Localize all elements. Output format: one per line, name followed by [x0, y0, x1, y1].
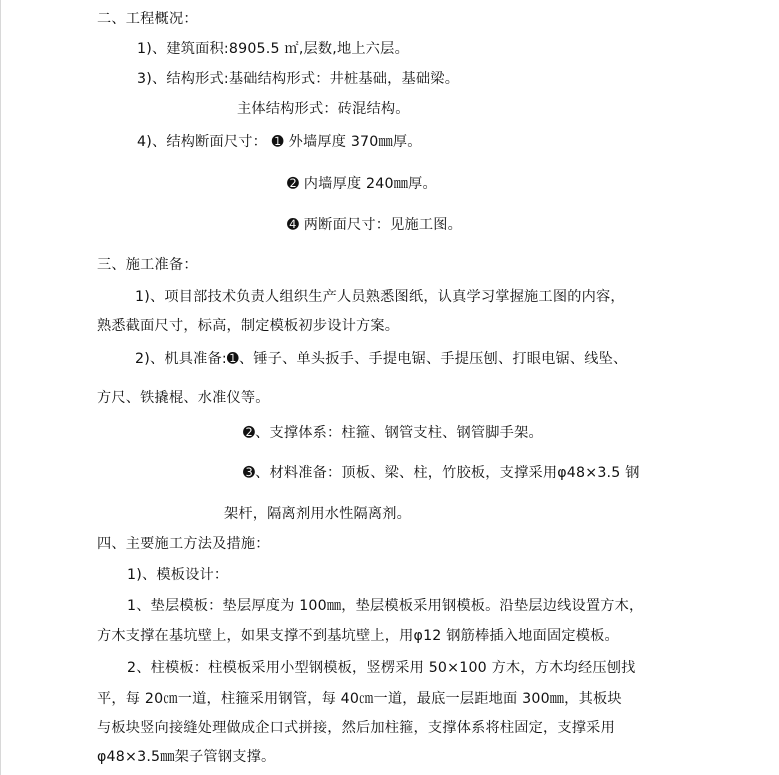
section-4-p2-line-3: 与板块竖向接缝处理做成企口式拼接，然后加柱箍，支撑体系将柱固定，支撑采用: [97, 720, 615, 736]
section-4-p1-line-1: 1、垫层模板：垫层厚度为 100㎜，垫层模板采用钢模板。沿垫层边线设置方木，: [127, 598, 644, 614]
section-2-item-3-sub: 主体结构形式：砖混结构。: [237, 101, 410, 117]
section-4-heading: 四、主要施工方法及措施：: [97, 536, 270, 552]
section-3-heading: 三、施工准备：: [97, 257, 198, 273]
section-4-p1-line-2: 方木支撑在基坑壁上，如果支撑不到基坑壁上，用φ12 钢筋棒插入地面固定模板。: [97, 628, 619, 644]
section-3-p2-sub-2: ➋、支撑体系：柱箍、钢管支柱、钢管脚手架。: [243, 425, 543, 441]
section-4-p2-line-4: φ48×3.5㎜架子管钢支撑。: [97, 749, 276, 765]
section-2-item-4-sub-2: ➋ 内墙厚度 240㎜厚。: [287, 176, 437, 192]
section-4-p2-line-1: 2、柱模板：柱模板采用小型钢模板，竖楞采用 50×100 方木，方木均经压刨找: [127, 660, 636, 676]
section-2-item-4: 4)、结构断面尺寸： ➊ 外墙厚度 370㎜厚。: [137, 134, 422, 150]
section-3-p1-line-1: 1)、项目部技术负责人组织生产人员熟悉图纸，认真学习掌握施工图的内容，: [135, 289, 625, 305]
section-3-p2-sub-3-line-2: 架杆，隔离剂用水性隔离剂。: [224, 506, 412, 522]
section-3-p2-line-1: 2)、机具准备:➊、锤子、单头扳手、手提电锯、手提压刨、打眼电锯、线坠、: [135, 351, 628, 367]
section-2-item-4-sub-3: ➍ 两断面尺寸：见施工图。: [287, 217, 463, 233]
section-2-item-3: 3)、结构形式:基础结构形式：井桩基础，基础梁。: [137, 71, 460, 87]
section-3-p1-line-2: 熟悉截面尺寸，标高，制定模板初步设计方案。: [97, 318, 400, 334]
section-4-item-1: 1)、模板设计：: [127, 567, 229, 583]
page-edge: [0, 0, 1, 775]
section-2-heading: 二、工程概况：: [97, 11, 198, 27]
section-3-p2-sub-3-line-1: ➌、材料准备：顶板、梁、柱，竹胶板，支撑采用φ48×3.5 钢: [243, 465, 640, 481]
section-3-p2-line-2: 方尺、铁撬棍、水准仪等。: [97, 390, 270, 406]
section-4-p2-line-2: 平，每 20㎝一道，柱箍采用钢管，每 40㎝一道，最底一层距地面 300㎜，其板块: [97, 691, 622, 707]
section-2-item-1: 1)、建筑面积:8905.5 ㎡,层数,地上六层。: [137, 41, 409, 57]
